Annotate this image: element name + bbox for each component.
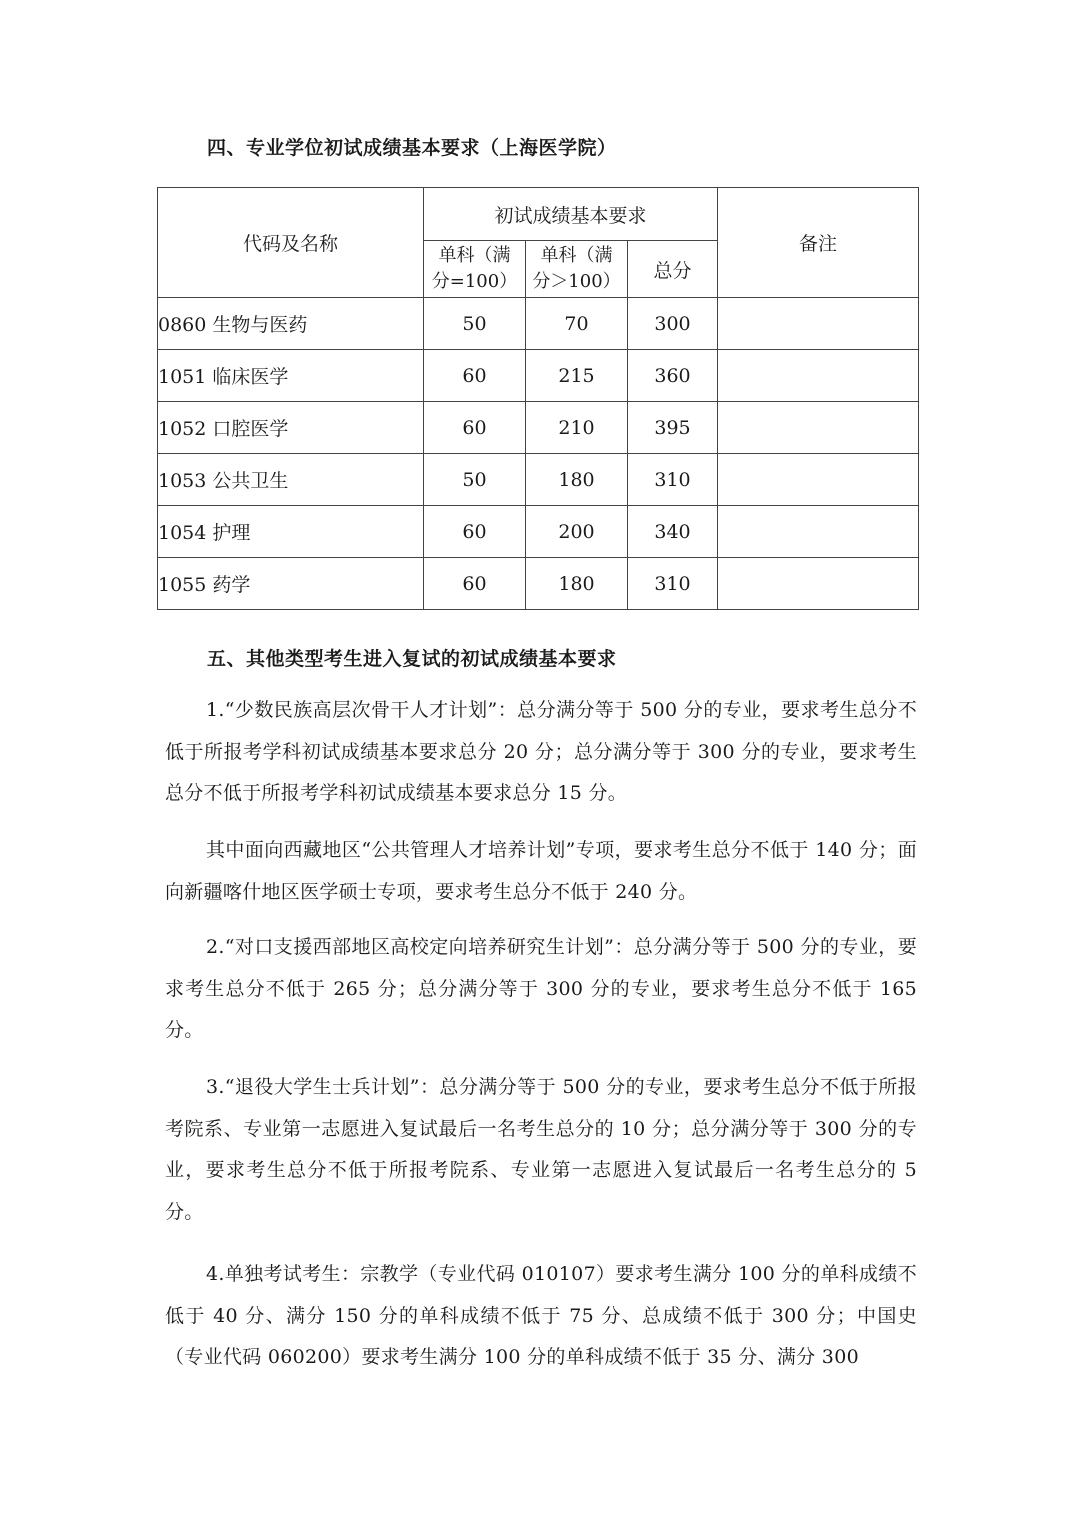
header-total: 总分 bbox=[628, 241, 718, 298]
header-single-gt100-line2: 分＞100） bbox=[532, 271, 621, 292]
table-header-row bbox=[158, 188, 919, 241]
header-note: 备注 bbox=[718, 188, 919, 298]
cell-single-gt100: 180 bbox=[526, 558, 628, 610]
header-name: 代码及名称 bbox=[158, 188, 424, 298]
section-4-heading: 四、专业学位初试成绩基本要求（上海医学院） bbox=[207, 137, 617, 159]
cell-single-gt100: 180 bbox=[526, 454, 628, 506]
cell-note bbox=[718, 558, 919, 610]
header-single-gt100 bbox=[526, 241, 628, 298]
cell-note bbox=[718, 402, 919, 454]
cell-total: 310 bbox=[628, 558, 718, 610]
header-single-gt100-line1: 单科（满 bbox=[540, 245, 613, 266]
paragraph-minority-plan: 1.“少数民族高层次骨干人才计划”：总分满分等于 500 分的专业，要求考生总分不低于所报考学科初试成绩基本要求总分 20 分；总分满分等于 300 分的专业，要求考生总分不低于所报考学科初试成绩基本要求总分 15 分。 bbox=[165, 699, 917, 804]
table-row bbox=[158, 454, 919, 506]
header-single-100 bbox=[424, 241, 526, 298]
table-row bbox=[158, 298, 919, 350]
cell-single-100: 60 bbox=[424, 402, 526, 454]
cell-note bbox=[718, 350, 919, 402]
table-row bbox=[158, 506, 919, 558]
cell-total: 340 bbox=[628, 506, 718, 558]
cell-total: 395 bbox=[628, 402, 718, 454]
cell-total: 310 bbox=[628, 454, 718, 506]
cell-note bbox=[718, 506, 919, 558]
cell-name: 1051 临床医学 bbox=[158, 350, 424, 402]
paragraph-independent-exam: 4.单独考试考生：宗教学（专业代码 010107）要求考生满分 100 分的单科成绩不低于 40 分、满分 150 分的单科成绩不低于 75 分、总成绩不低于 300 分；中国史（专业代码 060200）要求考生满分 100 分的单科成绩不低于 35 分、满分 300 bbox=[165, 1263, 917, 1368]
cell-single-gt100: 200 bbox=[526, 506, 628, 558]
cell-single-100: 50 bbox=[424, 298, 526, 350]
cell-total: 360 bbox=[628, 350, 718, 402]
cell-name: 1055 药学 bbox=[158, 558, 424, 610]
cell-single-100: 60 bbox=[424, 506, 526, 558]
cell-name: 1053 公共卫生 bbox=[158, 454, 424, 506]
table-row bbox=[158, 558, 919, 610]
header-group: 初试成绩基本要求 bbox=[424, 188, 718, 241]
section-5-heading: 五、其他类型考生进入复试的初试成绩基本要求 bbox=[207, 648, 617, 670]
cell-total: 300 bbox=[628, 298, 718, 350]
cell-single-100: 60 bbox=[424, 558, 526, 610]
cell-note bbox=[718, 298, 919, 350]
cell-single-gt100: 70 bbox=[526, 298, 628, 350]
cell-single-gt100: 210 bbox=[526, 402, 628, 454]
header-single-100-line1: 单科（满 bbox=[438, 245, 511, 266]
requirements-table bbox=[157, 187, 919, 610]
cell-name: 1052 口腔医学 bbox=[158, 402, 424, 454]
cell-single-gt100: 215 bbox=[526, 350, 628, 402]
paragraph-western-support-plan: 2.“对口支援西部地区高校定向培养研究生计划”：总分满分等于 500 分的专业，要求考生总分不低于 265 分；总分满分等于 300 分的专业，要求考生总分不低于 165 分。 bbox=[165, 936, 917, 1041]
paragraph-veteran-plan: 3.“退役大学生士兵计划”：总分满分等于 500 分的专业，要求考生总分不低于所报考院系、专业第一志愿进入复试最后一名考生总分的 10 分；总分满分等于 300 分的专业，要求考生总分不低于所报考院系、专业第一志愿进入复试最后一名考生总分的 5 分。 bbox=[165, 1076, 917, 1223]
cell-single-100: 50 bbox=[424, 454, 526, 506]
table-row bbox=[158, 402, 919, 454]
cell-single-100: 60 bbox=[424, 350, 526, 402]
cell-note bbox=[718, 454, 919, 506]
header-single-100-line2: 分=100） bbox=[431, 271, 518, 292]
cell-name: 0860 生物与医药 bbox=[158, 298, 424, 350]
cell-name: 1054 护理 bbox=[158, 506, 424, 558]
table-row bbox=[158, 350, 919, 402]
paragraph-tibet-xinjiang: 其中面向西藏地区“公共管理人才培养计划”专项，要求考生总分不低于 140 分；面向新疆喀什地区医学硕士专项，要求考生总分不低于 240 分。 bbox=[165, 839, 917, 903]
